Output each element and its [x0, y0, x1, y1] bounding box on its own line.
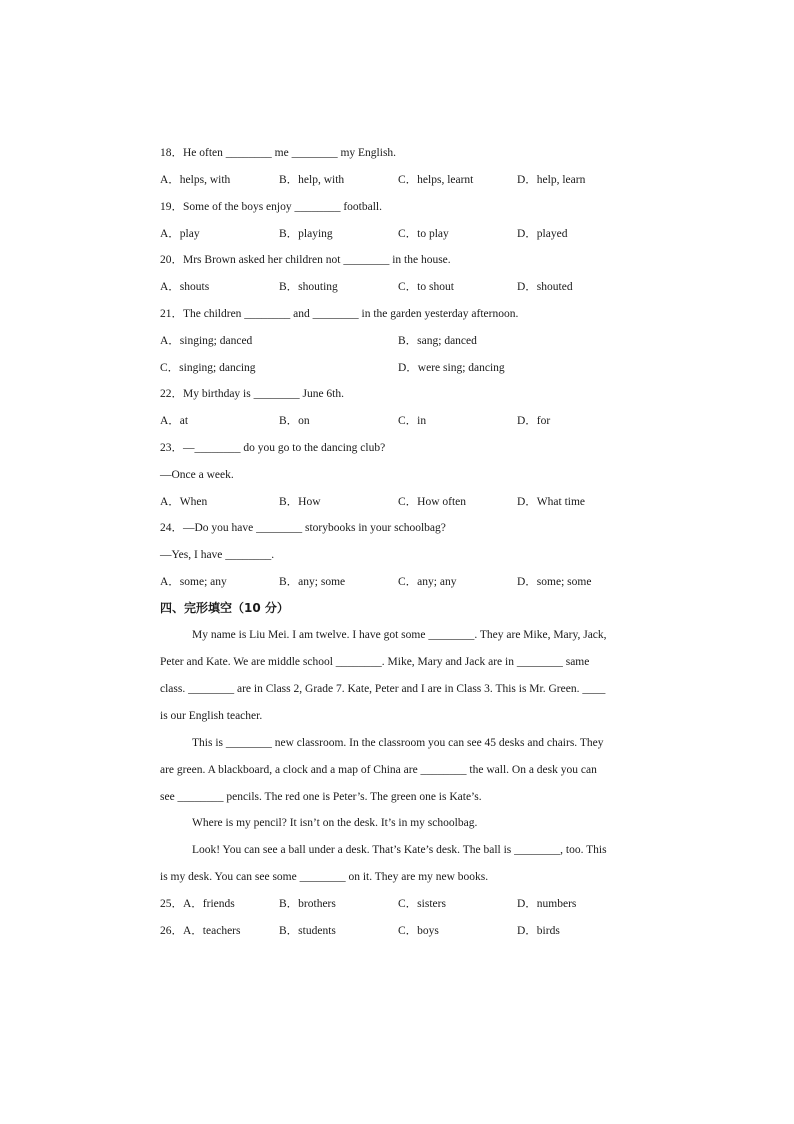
option-b: B．brothers — [279, 898, 336, 910]
question-20-stem: 20．Mrs Brown asked her children not ________ in the house. — [160, 254, 451, 266]
option-a: A．singing; danced — [160, 335, 253, 347]
question-20-options — [160, 279, 640, 296]
passage-line: is our English teacher. — [160, 710, 263, 722]
question-21-stem: 21．The children ________ and ________ in the garden yesterday afternoon. — [160, 308, 519, 320]
question-22-stem: 22．My birthday is ________ June 6th. — [160, 388, 344, 400]
passage-line: is my desk. You can see some ________ on it. They are my new books. — [160, 871, 489, 883]
question-24-stem: 24．—Do you have ________ storybooks in your schoolbag? — [160, 522, 446, 534]
option-c: C．How often — [398, 496, 467, 508]
option-d: D．were sing; dancing — [398, 362, 505, 374]
option-c: C．singing; dancing — [160, 362, 256, 374]
passage-line: Peter and Kate. We are middle school ________. Mike, Mary and Jack are in ________ same — [160, 656, 590, 668]
question-19-options — [160, 226, 640, 243]
question-25-options — [160, 896, 640, 913]
option-b: B．sang; danced — [398, 335, 477, 347]
option-d: D．played — [517, 228, 568, 240]
option-c: C．boys — [398, 925, 439, 937]
option-c: C．to play — [398, 228, 449, 240]
question-23-options — [160, 494, 640, 511]
question-22-options — [160, 413, 640, 430]
option-a: A．shouts — [160, 281, 210, 293]
option-b: B．help, with — [279, 174, 345, 186]
option-b: B．on — [279, 415, 310, 427]
passage-line: class. ________ are in Class 2, Grade 7. Kate, Peter and I are in Class 3. This is Mr. Green. ____ — [160, 683, 606, 695]
passage-line: are green. A blackboard, a clock and a map of China are ________ the wall. On a desk you can — [160, 764, 597, 776]
option-c: C．in — [398, 415, 427, 427]
option-d: D．help, learn — [517, 174, 586, 186]
option-a: A．helps, with — [160, 174, 231, 186]
section-heading: 四、完形填空（10 分） — [160, 601, 289, 615]
passage-line: This is ________ new classroom. In the classroom you can see 45 desks and chairs. They — [192, 737, 604, 749]
question-24-reply: —Yes, I have ________. — [160, 549, 275, 561]
option-c: C．sisters — [398, 898, 446, 910]
option-d: D．some; some — [517, 576, 592, 588]
option-b: B．How — [279, 496, 321, 508]
option-d: D．numbers — [517, 898, 577, 910]
option-a: A．When — [160, 496, 208, 508]
option-a: A．play — [160, 228, 200, 240]
option-b: B．any; some — [279, 576, 346, 588]
option-c: C．to shout — [398, 281, 454, 293]
option-a: A．some; any — [160, 576, 227, 588]
passage-line: My name is Liu Mei. I am twelve. I have got some ________. They are Mike, Mary, Jack, — [192, 629, 607, 641]
passage-line: Where is my pencil? It isn’t on the desk. It’s in my schoolbag. — [192, 817, 478, 829]
option-d: D．birds — [517, 925, 560, 937]
option-d: D．for — [517, 415, 551, 427]
question-24-options — [160, 574, 640, 591]
passage-line: Look! You can see a ball under a desk. That’s Kate’s desk. The ball is ________, too. This — [192, 844, 607, 856]
question-23-reply: —Once a week. — [160, 469, 234, 481]
option-d: D．What time — [517, 496, 586, 508]
passage-line: see ________ pencils. The red one is Peter’s. The green one is Kate’s. — [160, 791, 482, 803]
option-a: 26．A．teachers — [160, 925, 241, 937]
option-d: D．shouted — [517, 281, 573, 293]
option-b: B．shouting — [279, 281, 338, 293]
question-18-options — [160, 172, 640, 189]
question-21-options-row1 — [160, 333, 640, 350]
option-c: C．any; any — [398, 576, 457, 588]
option-a: 25．A．friends — [160, 898, 235, 910]
option-c: C．helps, learnt — [398, 174, 474, 186]
question-18-stem: 18．He often ________ me ________ my English. — [160, 147, 397, 159]
question-23-stem: 23．—________ do you go to the dancing club? — [160, 442, 386, 454]
option-b: B．playing — [279, 228, 333, 240]
question-26-options — [160, 923, 640, 940]
question-19-stem: 19．Some of the boys enjoy ________ football. — [160, 201, 382, 213]
option-b: B．students — [279, 925, 336, 937]
option-a: A．at — [160, 415, 189, 427]
question-21-options-row2 — [160, 360, 640, 377]
